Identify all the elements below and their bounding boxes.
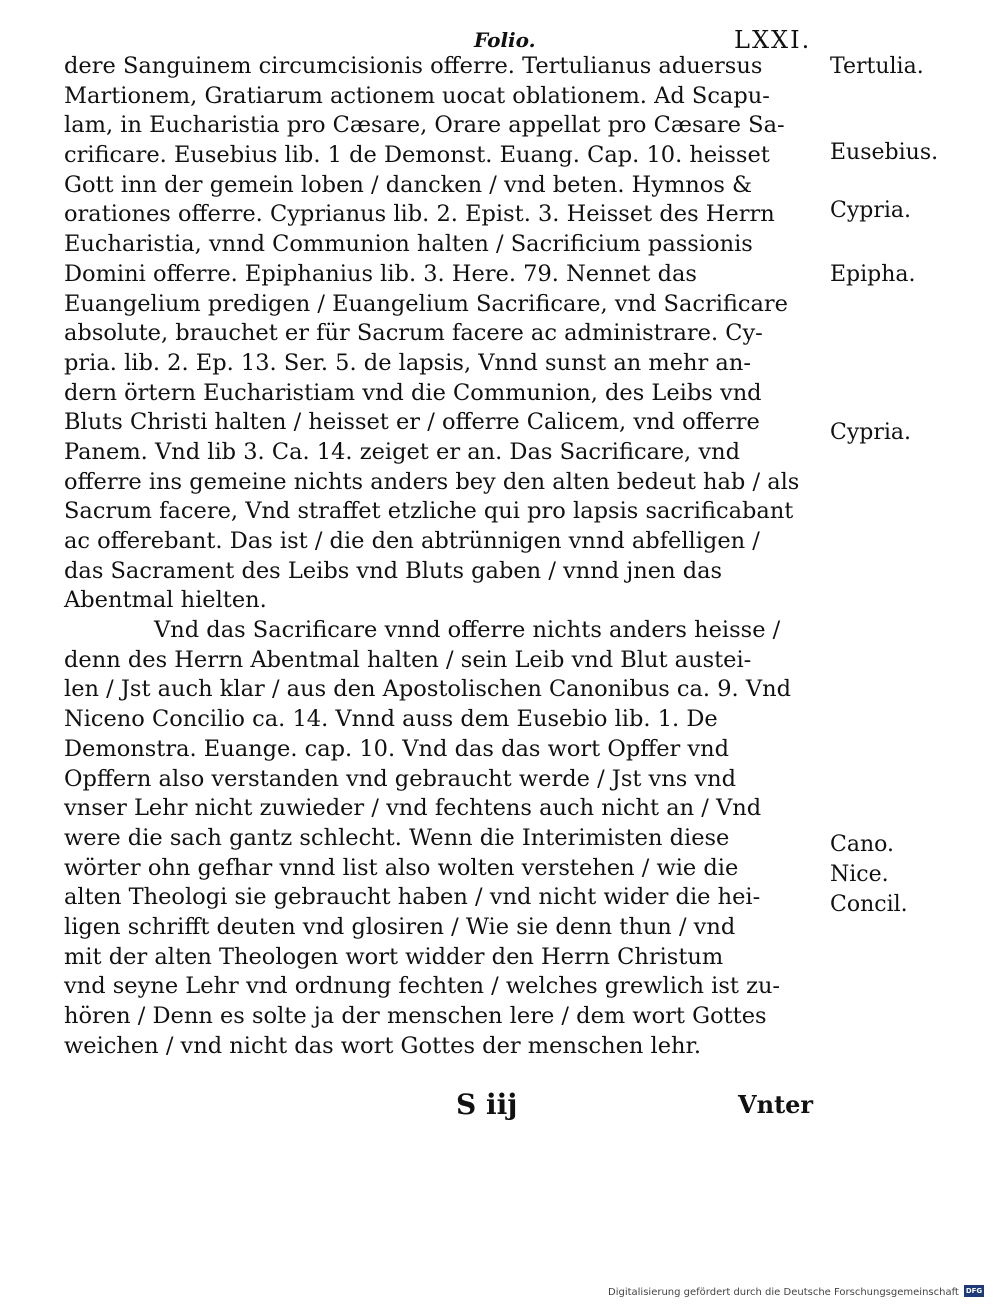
text-line: Sacrum facere, Vnd straffet etzliche qui pro lapsis sacrificabant xyxy=(64,498,794,525)
text-line: dern örtern Eucharistiam vnd die Communion, des Leibs vnd xyxy=(64,379,762,406)
folio-label: Folio. xyxy=(474,28,536,52)
text-line: Niceno Concilio ca. 14. Vnnd auss dem Eusebio lib. 1. De xyxy=(64,706,718,733)
paragraph-start-line: Vnd das Sacrificare vnnd offerre nichts anders heisse / xyxy=(154,617,781,644)
margin-note-concilium: Concil. xyxy=(830,892,908,917)
text-line: ligen schrifft deuten vnd glosiren / Wie sie denn thun / vnd xyxy=(64,913,736,940)
text-line: absolute, brauchet er für Sacrum facere ac administrare. Cy- xyxy=(64,320,763,347)
text-line: len / Jst auch klar / aus den Apostolischen Canonibus ca. 9. Vnd xyxy=(64,676,791,703)
margin-note-tertullian: Tertulia. xyxy=(830,54,924,79)
text-line: alten Theologi sie gebraucht haben / vnd nicht wider die hei- xyxy=(64,884,761,911)
text-line: Demonstra. Euange. cap. 10. Vnd das das wort Opffer vnd xyxy=(64,735,730,762)
margin-note-canones: Cano. xyxy=(830,832,894,857)
text-line: Opffern also verstanden vnd gebraucht werde / Jst vns vnd xyxy=(64,765,737,792)
text-line: offerre ins gemeine nichts anders bey den alten bedeut hab / als xyxy=(64,468,800,495)
text-line: Panem. Vnd lib 3. Ca. 14. zeiget er an. Das Sacrificare, vnd xyxy=(64,438,740,465)
text-line: ac offerebant. Das ist / die den abtrünnigen vnnd abfelligen / xyxy=(64,528,760,554)
text-line: Eucharistia, vnnd Communion halten / Sacrificium passionis xyxy=(64,231,753,258)
text-line: denn des Herrn Abentmal halten / sein Leib vnd Blut austei- xyxy=(64,646,752,673)
margin-note-eusebius: Eusebius. xyxy=(830,140,939,165)
text-line: Abentmal hielten. xyxy=(64,587,267,614)
text-line: hören / Denn es solte ja der menschen lere / dem wort Gottes xyxy=(64,1003,767,1029)
text-line: vnser Lehr nicht zuwieder / vnd fechtens auch nicht an / Vnd xyxy=(64,795,762,822)
dfg-logo: DFG xyxy=(965,1287,983,1295)
body-text xyxy=(64,52,824,1061)
text-line: were die sach gantz schlecht. Wenn die Interimisten diese xyxy=(64,824,730,851)
text-line: vnd seyne Lehr vnd ordnung fechten / welches grewlich ist zu- xyxy=(64,973,781,1000)
folio-number: LXXI. xyxy=(734,26,812,54)
text-line: pria. lib. 2. Ep. 13. Ser. 5. de lapsis, Vnnd sunst an mehr an- xyxy=(64,349,751,376)
text-line: lam, in Eucharistia pro Cæsare, Orare appellat pro Cæsare Sa- xyxy=(64,112,785,139)
text-line: orationes offerre. Cyprianus lib. 2. Epist. 3. Heisset des Herrn xyxy=(64,201,775,228)
text-line: Martionem, Gratiarum actionem uocat oblationem. Ad Scapu- xyxy=(64,82,770,109)
signature-mark: S iij xyxy=(456,1088,518,1121)
text-line: Gott inn der gemein loben / dancken / vnd beten. Hymnos & xyxy=(64,171,753,198)
margin-note-epiphanius: Epipha. xyxy=(830,262,916,287)
text-line: crificare. Eusebius lib. 1 de Demonst. Euang. Cap. 10. heisset xyxy=(64,142,770,169)
text-line: Domini offerre. Epiphanius lib. 3. Here. 79. Nennet das xyxy=(64,260,697,287)
text-line: das Sacrament des Leibs vnd Bluts gaben / vnnd jnen das xyxy=(64,557,723,584)
text-line: weichen / vnd nicht das wort Gottes der menschen lehr. xyxy=(64,1032,701,1059)
margin-note-cyprian: Cypria. xyxy=(830,198,912,223)
digitization-credit: Digitalisierung gefördert durch die Deutsche Forschungsgemeinschaft xyxy=(608,1287,959,1298)
text-line: wörter ohn gefhar vnnd list also wolten verstehen / wie die xyxy=(64,854,739,881)
text-line: Euangelium predigen / Euangelium Sacrificare, vnd Sacrificare xyxy=(64,290,788,317)
catchword: Vnter xyxy=(738,1090,814,1119)
text-line: mit der alten Theologen wort widder den Herrn Christum xyxy=(64,943,724,970)
margin-note-cyprian-2: Cypria. xyxy=(830,420,912,445)
text-line: dere Sanguinem circumcisionis offerre. Tertulianus aduersus xyxy=(64,53,763,79)
margin-note-nicaea: Nice. xyxy=(830,862,889,887)
text-line: Bluts Christi halten / heisset er / offerre Calicem, vnd offerre xyxy=(64,409,760,436)
